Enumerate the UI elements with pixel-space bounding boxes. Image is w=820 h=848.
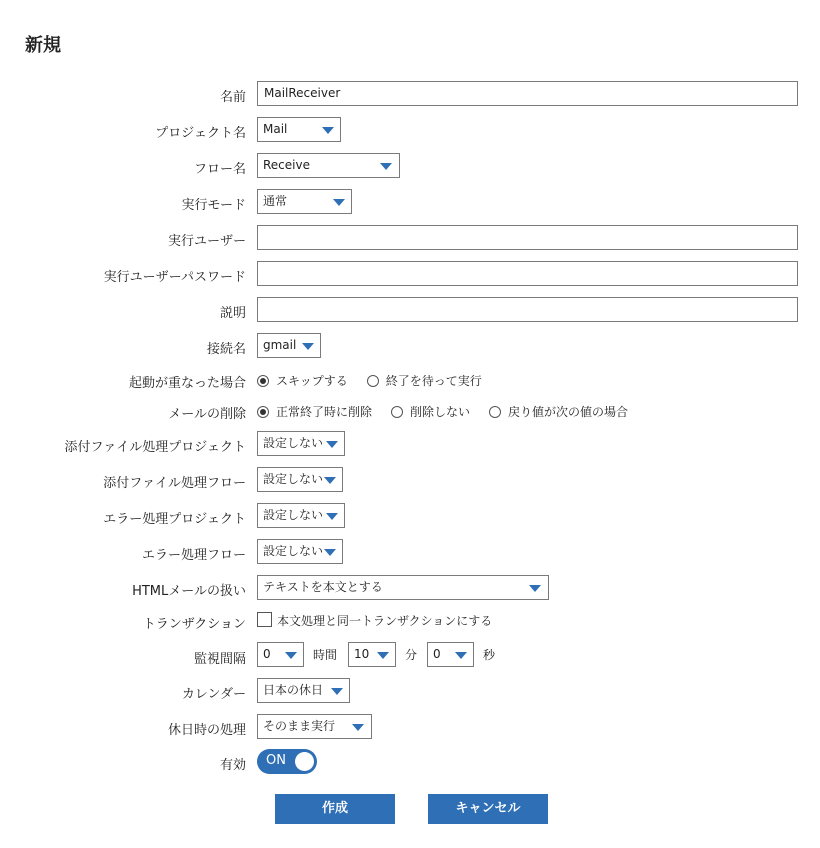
radio-checked-icon[interactable] — [257, 406, 269, 418]
attach-project-value: 設定しない — [263, 436, 324, 450]
mail-delete-option-label: 正常終了時に削除 — [276, 405, 373, 419]
minutes-unit: 分 — [405, 648, 418, 662]
chevron-down-icon — [455, 652, 467, 659]
chevron-down-icon — [324, 477, 336, 484]
calendar-select[interactable] — [257, 678, 350, 703]
create-button[interactable]: 作成 — [275, 794, 395, 824]
name-input[interactable]: MailReceiver — [257, 81, 798, 106]
transaction-checkbox[interactable] — [257, 612, 272, 627]
chevron-down-icon — [324, 549, 336, 556]
overlap-label: 起動が重なった場合 — [128, 376, 246, 391]
page-title: 新規 — [25, 35, 61, 56]
exec-user-input[interactable] — [257, 225, 798, 250]
holiday-select[interactable] — [257, 714, 372, 739]
connection-value: gmail — [263, 338, 297, 352]
error-flow-label: エラー処理フロー — [141, 548, 246, 563]
mail-delete-option-none[interactable] — [391, 403, 470, 420]
radio-unchecked-icon[interactable] — [489, 406, 501, 418]
error-project-select[interactable] — [257, 503, 345, 528]
exec-password-label: 実行ユーザーパスワード — [103, 270, 246, 285]
interval-label: 監視間隔 — [193, 652, 246, 667]
interval-minutes-select[interactable] — [348, 642, 396, 667]
exec-password-input[interactable] — [257, 261, 798, 286]
error-project-value: 設定しない — [263, 508, 324, 522]
chevron-down-icon — [302, 343, 314, 350]
exec-mode-select[interactable] — [257, 189, 352, 214]
enabled-toggle-label: ON — [266, 753, 286, 768]
chevron-down-icon — [380, 163, 392, 170]
attach-flow-label: 添付ファイル処理フロー — [103, 476, 246, 491]
html-mail-value: テキストを本文とする — [263, 580, 383, 594]
name-label: 名前 — [219, 90, 246, 105]
seconds-unit: 秒 — [483, 648, 496, 662]
flow-select[interactable] — [257, 153, 400, 178]
radio-unchecked-icon[interactable] — [391, 406, 403, 418]
attach-flow-select[interactable] — [257, 467, 343, 492]
chevron-down-icon — [529, 585, 541, 592]
chevron-down-icon — [285, 652, 297, 659]
hours-unit: 時間 — [313, 648, 338, 662]
interval-seconds-value: 0 — [433, 647, 441, 661]
chevron-down-icon — [326, 441, 338, 448]
interval-hours-value: 0 — [263, 647, 271, 661]
transaction-checkbox-label: 本文処理と同一トランザクションにする — [277, 614, 493, 628]
project-value: Mail — [263, 122, 288, 136]
attach-project-select[interactable] — [257, 431, 345, 456]
overlap-radio-group — [257, 372, 501, 389]
description-label: 説明 — [219, 306, 246, 321]
connection-label: 接続名 — [206, 342, 246, 357]
error-project-label: エラー処理プロジェクト — [103, 512, 246, 527]
calendar-value: 日本の休日 — [263, 683, 324, 697]
holiday-value: そのまま実行 — [263, 719, 336, 733]
error-flow-select[interactable] — [257, 539, 343, 564]
overlap-option-skip[interactable] — [257, 372, 348, 389]
exec-mode-label: 実行モード — [181, 198, 246, 213]
attach-project-label: 添付ファイル処理プロジェクト — [64, 440, 246, 455]
overlap-option-label: 終了を待って実行 — [385, 374, 482, 388]
enabled-label: 有効 — [219, 758, 246, 773]
chevron-down-icon — [331, 688, 343, 695]
chevron-down-icon — [352, 724, 364, 731]
radio-checked-icon[interactable] — [257, 375, 269, 387]
overlap-option-wait[interactable] — [367, 372, 482, 389]
flow-label: フロー名 — [193, 162, 246, 177]
connection-select[interactable] — [257, 333, 321, 358]
chevron-down-icon — [333, 199, 345, 206]
mail-delete-option-return[interactable] — [489, 403, 628, 420]
transaction-label: トランザクション — [142, 617, 246, 632]
error-flow-value: 設定しない — [263, 544, 324, 558]
mail-delete-option-normal[interactable] — [257, 403, 372, 420]
exec-user-label: 実行ユーザー — [167, 234, 246, 249]
attach-flow-value: 設定しない — [263, 472, 324, 486]
cancel-button[interactable]: キャンセル — [428, 794, 548, 824]
chevron-down-icon — [326, 513, 338, 520]
project-label: プロジェクト名 — [155, 126, 246, 141]
chevron-down-icon — [377, 652, 389, 659]
enabled-toggle[interactable] — [257, 749, 317, 774]
interval-hours-select[interactable] — [257, 642, 304, 667]
project-select[interactable] — [257, 117, 341, 142]
html-mail-select[interactable] — [257, 575, 549, 600]
mail-delete-label: メールの削除 — [168, 407, 246, 422]
exec-mode-value: 通常 — [263, 194, 288, 208]
interval-minutes-value: 10 — [354, 647, 370, 661]
chevron-down-icon — [322, 127, 334, 134]
interval-seconds-select[interactable] — [427, 642, 474, 667]
html-mail-label: HTMLメールの扱い — [132, 584, 246, 599]
description-input[interactable] — [257, 297, 798, 322]
flow-value: Receive — [263, 158, 310, 172]
holiday-label: 休日時の処理 — [167, 723, 246, 738]
mail-delete-option-label: 削除しない — [410, 405, 471, 419]
calendar-label: カレンダー — [181, 687, 246, 702]
mail-delete-radio-group — [257, 403, 647, 420]
radio-unchecked-icon[interactable] — [367, 375, 379, 387]
overlap-option-label: スキップする — [276, 374, 348, 388]
toggle-knob — [295, 752, 314, 771]
mail-delete-option-label: 戻り値が次の値の場合 — [508, 405, 629, 419]
